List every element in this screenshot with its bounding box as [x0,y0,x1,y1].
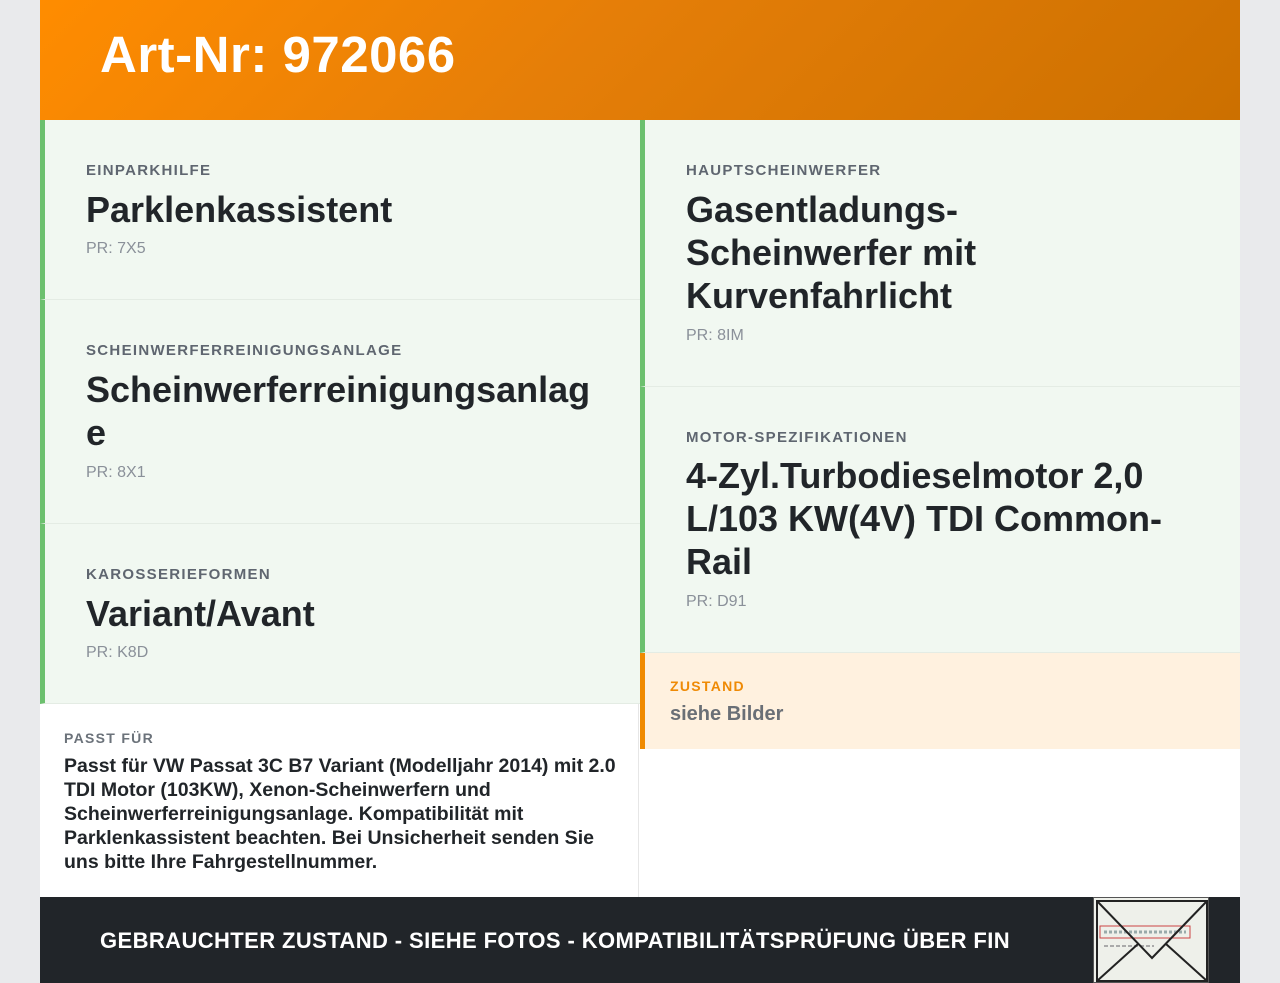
footer-bar [40,897,1240,983]
features-left-column [40,120,640,704]
feature-card-motor [640,387,1240,653]
feature-category: KAROSSERIEFORMEN [86,566,271,583]
feature-card-hauptscheinwerfer [640,120,1240,387]
feature-card-karosserieformen [40,524,640,704]
feature-category: MOTOR-SPEZIFIKATIONEN [686,429,908,446]
feature-value: Variant/Avant [86,593,315,634]
feature-pr-code: PR: 8IM [686,327,744,344]
feature-value: Parklenkassistent [86,189,393,230]
fitment-text: Passt für VW Passat 3C B7 Variant (Modelljahr 2014) mit 2.0 TDI Motor (103KW), Xenon-Scheinwerfern und Scheinwerferreinigungsanlage. Kompatibilität mit Parklenkassistent beachten. Bei Unsicherheit senden Sie uns bitte Ihre Fahrgestellnummer. [64,755,616,873]
page-header [40,0,1240,120]
feature-value: Scheinwerferreinigungsanlage [86,369,591,453]
fitment-section [40,704,639,897]
footer-notice: GEBRAUCHTER ZUSTAND - SIEHE FOTOS - KOMPATIBILITÄTSPRÜFUNG ÜBER FIN [100,928,1011,953]
condition-section [640,653,1240,749]
article-number-title: Art-Nr: 972066 [100,26,456,83]
condition-label: ZUSTAND [670,678,745,694]
features-right-column [640,120,1240,653]
feature-card-scheinwerferreinigung [40,300,640,524]
feature-value: Gasentladungs-Scheinwerfer mit Kurvenfahrlicht [686,189,977,316]
feature-value: 4-Zyl.Turbodieselmotor 2,0 L/103 KW(4V) TDI Common-Rail [686,455,1163,582]
product-page [40,0,1240,983]
feature-category: HAUPTSCHEINWERFER [686,162,882,179]
feature-category: EINPARKHILFE [86,162,212,179]
feature-pr-code: PR: 7X5 [86,240,146,257]
envelope-photo-icon [1094,898,1209,983]
vin-document-thumbnail[interactable] [1093,897,1209,983]
feature-pr-code: PR: K8D [86,644,149,661]
feature-card-einparkhilfe [40,120,640,300]
feature-category: SCHEINWERFERREINIGUNGSANLAGE [86,342,403,359]
feature-pr-code: PR: 8X1 [86,464,146,481]
fitment-label: PASST FÜR [64,730,154,746]
condition-value: siehe Bilder [670,703,784,725]
feature-pr-code: PR: D91 [686,593,747,610]
